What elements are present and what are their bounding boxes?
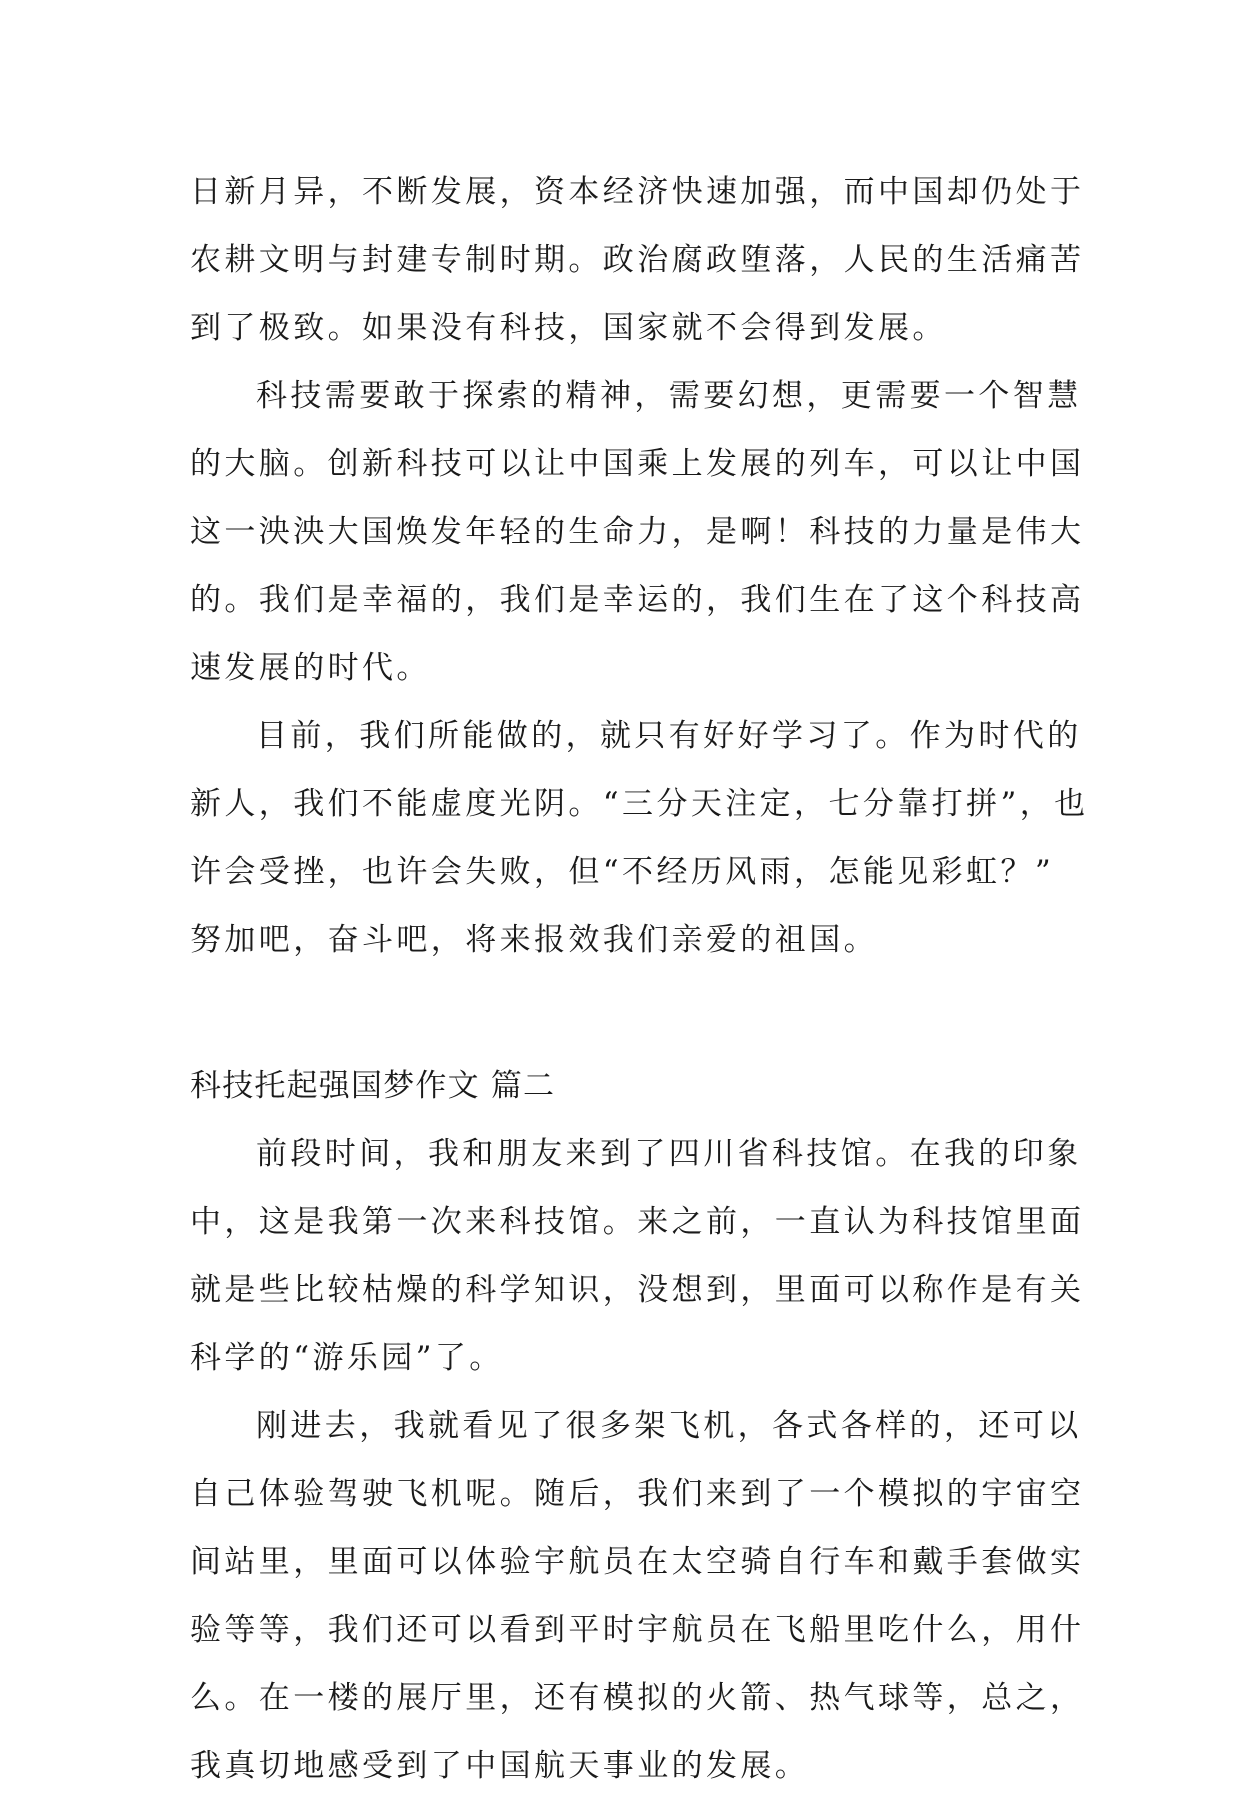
text-line: 这一泱泱大国焕发年轻的生命力，是啊！科技的力量是伟大: [190, 514, 1085, 550]
text-line: 日新月异，不断发展，资本经济快速加强，而中国却仍处于: [190, 174, 1085, 210]
section-spacer: [190, 974, 1060, 1052]
text-line: 验等等，我们还可以看到平时宇航员在飞船里吃什么，用什: [190, 1612, 1085, 1648]
paragraph: [190, 158, 1085, 362]
text-line: 许会受挫，也许会失败，但“不经历风雨，怎能见彩虹？”: [190, 854, 1055, 890]
text-line: 中，这是我第一次来科技馆。来之前，一直认为科技馆里面: [190, 1204, 1085, 1240]
text-line: 的大脑。创新科技可以让中国乘上发展的列车，可以让中国: [190, 446, 1085, 482]
text-line: 刚进去，我就看见了很多架飞机，各式各样的，还可以: [256, 1408, 1082, 1444]
text-line: 农耕文明与封建专制时期。政治腐政堕落，人民的生活痛苦: [190, 242, 1085, 278]
paragraph: [190, 1120, 1085, 1392]
text-line: 目前，我们所能做的，就只有好好学习了。作为时代的: [256, 718, 1082, 754]
paragraph: [190, 1392, 1085, 1800]
text-line: 自己体验驾驶飞机呢。随后，我们来到了一个模拟的宇宙空: [190, 1476, 1085, 1512]
text-line: 就是些比较枯燥的科学知识，没想到，里面可以称作是有关: [190, 1272, 1085, 1308]
text-line: 么。在一楼的展厅里，还有模拟的火箭、热气球等，总之，: [190, 1680, 1085, 1716]
text-line: 速发展的时代。: [190, 650, 431, 686]
text-line: 努加吧，奋斗吧，将来报效我们亲爱的祖国。: [190, 922, 878, 958]
text-line: 到了极致。如果没有科技，国家就不会得到发展。: [190, 310, 947, 346]
section-heading: 科技托起强国梦作文 篇二: [190, 1068, 556, 1104]
text-line: 科学的“游乐园”了。: [190, 1340, 504, 1376]
text-line: 科技需要敢于探索的精神，需要幻想，更需要一个智慧: [256, 378, 1082, 414]
text-line: 前段时间，我和朋友来到了四川省科技馆。在我的印象: [256, 1136, 1082, 1172]
text-line: 的。我们是幸福的，我们是幸运的，我们生在了这个科技高: [190, 582, 1085, 618]
text-line: 间站里，里面可以体验宇航员在太空骑自行车和戴手套做实: [190, 1544, 1085, 1580]
paragraph: [190, 702, 1089, 974]
paragraph: [190, 362, 1085, 702]
text-line: 新人，我们不能虚度光阴。“三分天注定，七分靠打拼”，也: [190, 786, 1089, 822]
text-line: 我真切地感受到了中国航天事业的发展。: [190, 1748, 810, 1784]
document-body: [190, 158, 1089, 1800]
